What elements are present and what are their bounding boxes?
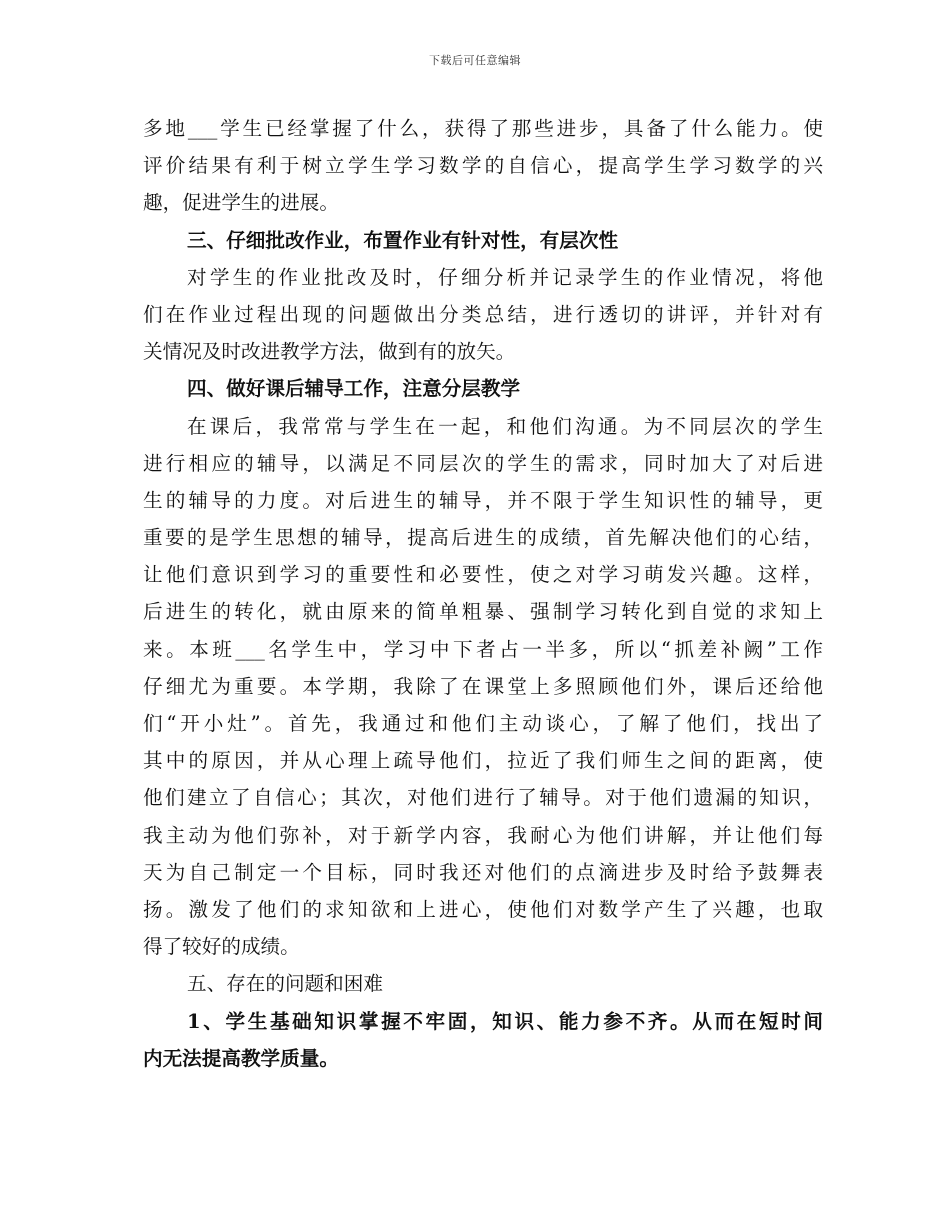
text-line: 们“开小灶”。首先，我通过和他们主动谈心，了解了他们，找出了 [143, 712, 823, 735]
paragraph [143, 110, 823, 222]
text-line: 生的辅导的力度。对后进生的辅导，并不限于学生知识性的辅导，更 [143, 488, 823, 512]
text-line: 后进生的转化，就由原来的简单粗暴、强制学习转化到自觉的求知上 [143, 600, 823, 624]
text-line: 我主动为他们弥补，对于新学内容，我耐心为他们讲解，并让他们每 [143, 823, 823, 847]
text-line: 让他们意识到学习的重要性和必要性，使之对学习萌发兴趣。这样， [143, 563, 823, 587]
document-body [143, 110, 823, 1077]
text-line: 三、仔细批改作业，布置作业有针对性，有层次性 [187, 228, 619, 252]
text-line: 仔细尤为重要。本学期，我除了在课堂上多照顾他们外，课后还给他 [143, 674, 823, 698]
text-line: 天为自己制定一个目标，同时我还对他们的点滴进步及时给予鼓舞表 [143, 860, 823, 884]
text-line: 重要的是学生思想的辅导，提高后进生的成绩，首先解决他们的心结， [143, 526, 823, 550]
text-line: 扬。激发了他们的求知欲和上进心，使他们对数学产生了兴趣，也取 [143, 897, 823, 921]
text-line: 多地___学生已经掌握了什么，获得了那些进步，具备了什么能力。使 [143, 117, 823, 140]
section-heading [143, 222, 823, 259]
text-line: 进行相应的辅导，以满足不同层次的学生的需求，同时加大了对后进 [143, 451, 823, 475]
text-line: 其中的原因，并从心理上疏导他们，拉近了我们师生之间的距离，使 [143, 749, 823, 773]
text-line: 来。本班___名学生中，学习中下者占一半多，所以“抓差补阙”工作 [143, 637, 823, 661]
paragraph [143, 259, 823, 371]
text-line: 们在作业过程出现的问题做出分类总结，进行透切的讲评，并针对有 [143, 302, 823, 326]
text-line: 四、做好课后辅导工作，注意分层教学 [187, 377, 521, 401]
paragraph [143, 408, 823, 966]
text-line: 评价结果有利于树立学生学习数学的自信心，提高学生学习数学的兴 [143, 154, 823, 178]
section-heading [143, 965, 823, 1002]
text-line: 五、存在的问题和困难 [187, 972, 383, 996]
text-line: 关情况及时改进教学方法，做到有的放矢。 [143, 340, 516, 364]
text-line: 1、学生基础知识掌握不牢固，知识、能力参不齐。从而在短时间 [187, 1009, 823, 1033]
text-line: 内无法提高教学质量。 [143, 1046, 339, 1070]
text-line: 他们建立了自信心；其次，对他们进行了辅导。对于他们遗漏的知识， [143, 786, 823, 810]
text-line: 趣，促进学生的进展。 [143, 191, 339, 215]
text-line: 得了较好的成绩。 [143, 935, 300, 959]
page-header: 下载后可任意编辑 [429, 54, 521, 67]
section-heading [143, 370, 823, 407]
text-line: 在课后，我常常与学生在一起，和他们沟通。为不同层次的学生 [187, 414, 823, 438]
text-line: 对学生的作业批改及时，仔细分析并记录学生的作业情况，将他 [187, 265, 823, 289]
paragraph [143, 1003, 823, 1077]
